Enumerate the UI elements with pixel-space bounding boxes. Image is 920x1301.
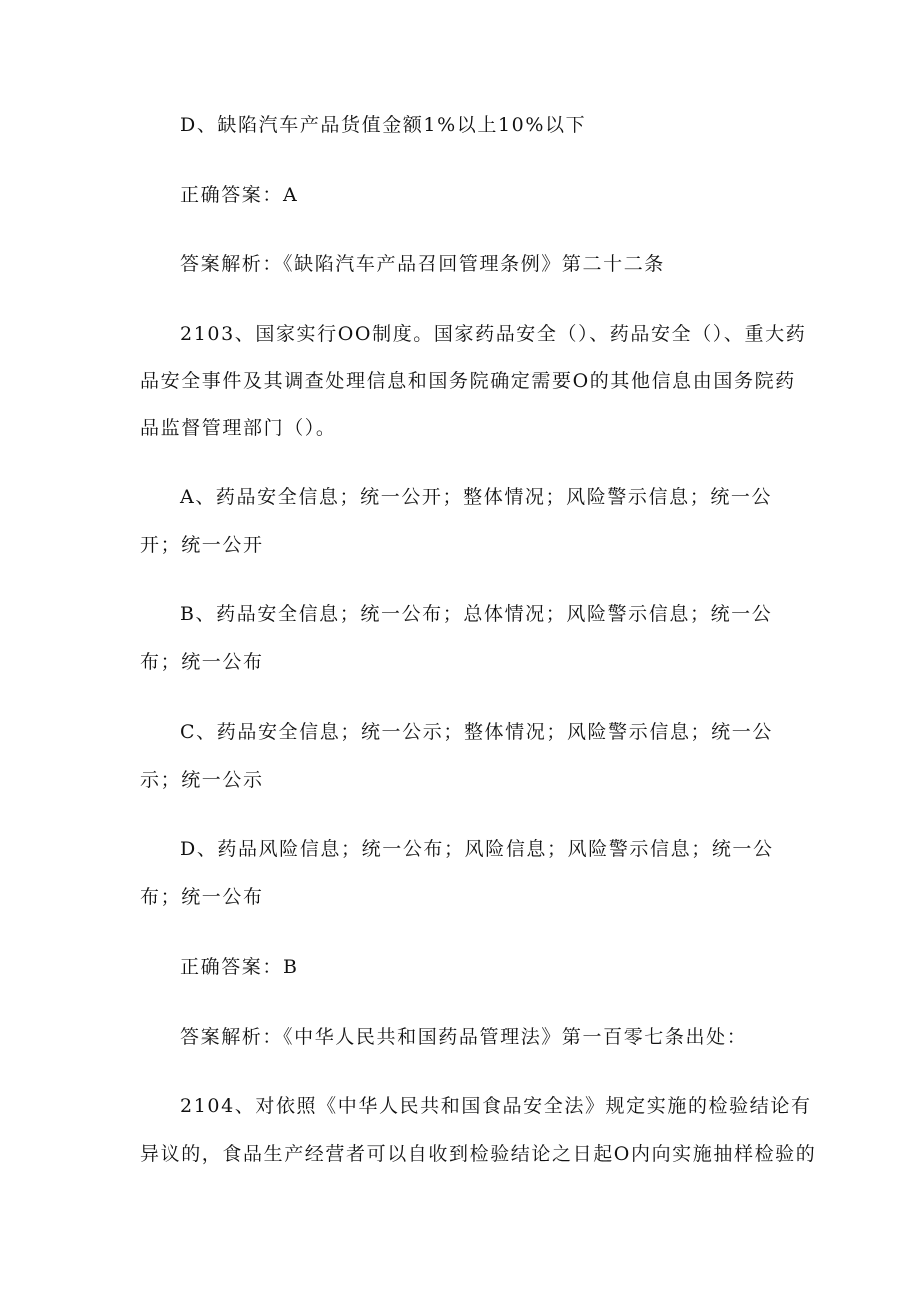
q2103-option-d-line1: D、药品风险信息；统一公布；风险信息；风险警示信息；统一公 xyxy=(180,838,774,860)
q2103-option-d-line2: 布；统一公布 xyxy=(140,886,264,908)
prev-answer-explanation: 答案解析：《缺陷汽车产品召回管理条例》第二十二条 xyxy=(180,253,665,275)
q2104-stem-line2: 异议的，食品生产经营者可以自收到检验结论之日起O内向实施抽样检验的 xyxy=(140,1143,817,1165)
q2103-stem-line2: 品安全事件及其调查处理信息和国务院确定需要O的其他信息由国务院药 xyxy=(140,370,796,392)
q2103-answer-explanation: 答案解析：《中华人民共和国药品管理法》第一百零七条出处： xyxy=(180,1026,748,1048)
q2103-stem-line3: 品监督管理部门（）。 xyxy=(140,417,337,439)
q2103-stem-line1: 2103、国家实行OO制度。国家药品安全（）、药品安全（）、重大药 xyxy=(180,323,807,345)
q2103-option-c-line2: 示；统一公示 xyxy=(140,769,264,791)
q2103-option-c-line1: C、药品安全信息；统一公示；整体情况；风险警示信息；统一公 xyxy=(180,721,773,743)
prev-correct-answer: 正确答案：A xyxy=(180,184,299,206)
q2103-option-a-line2: 开；统一公开 xyxy=(140,534,264,556)
q2103-correct-answer: 正确答案：B xyxy=(180,956,299,978)
q2103-option-a-line1: A、药品安全信息；统一公开；整体情况；风险警示信息；统一公 xyxy=(180,486,773,508)
q2104-stem-line1: 2104、对依照《中华人民共和国食品安全法》规定实施的检验结论有 xyxy=(180,1095,812,1117)
q2103-option-b-line1: B、药品安全信息；统一公布；总体情况；风险警示信息；统一公 xyxy=(180,603,773,625)
q2103-option-b-line2: 布；统一公布 xyxy=(140,651,264,673)
prev-option-d: D、缺陷汽车产品货值金额1%以上10%以下 xyxy=(180,114,587,136)
